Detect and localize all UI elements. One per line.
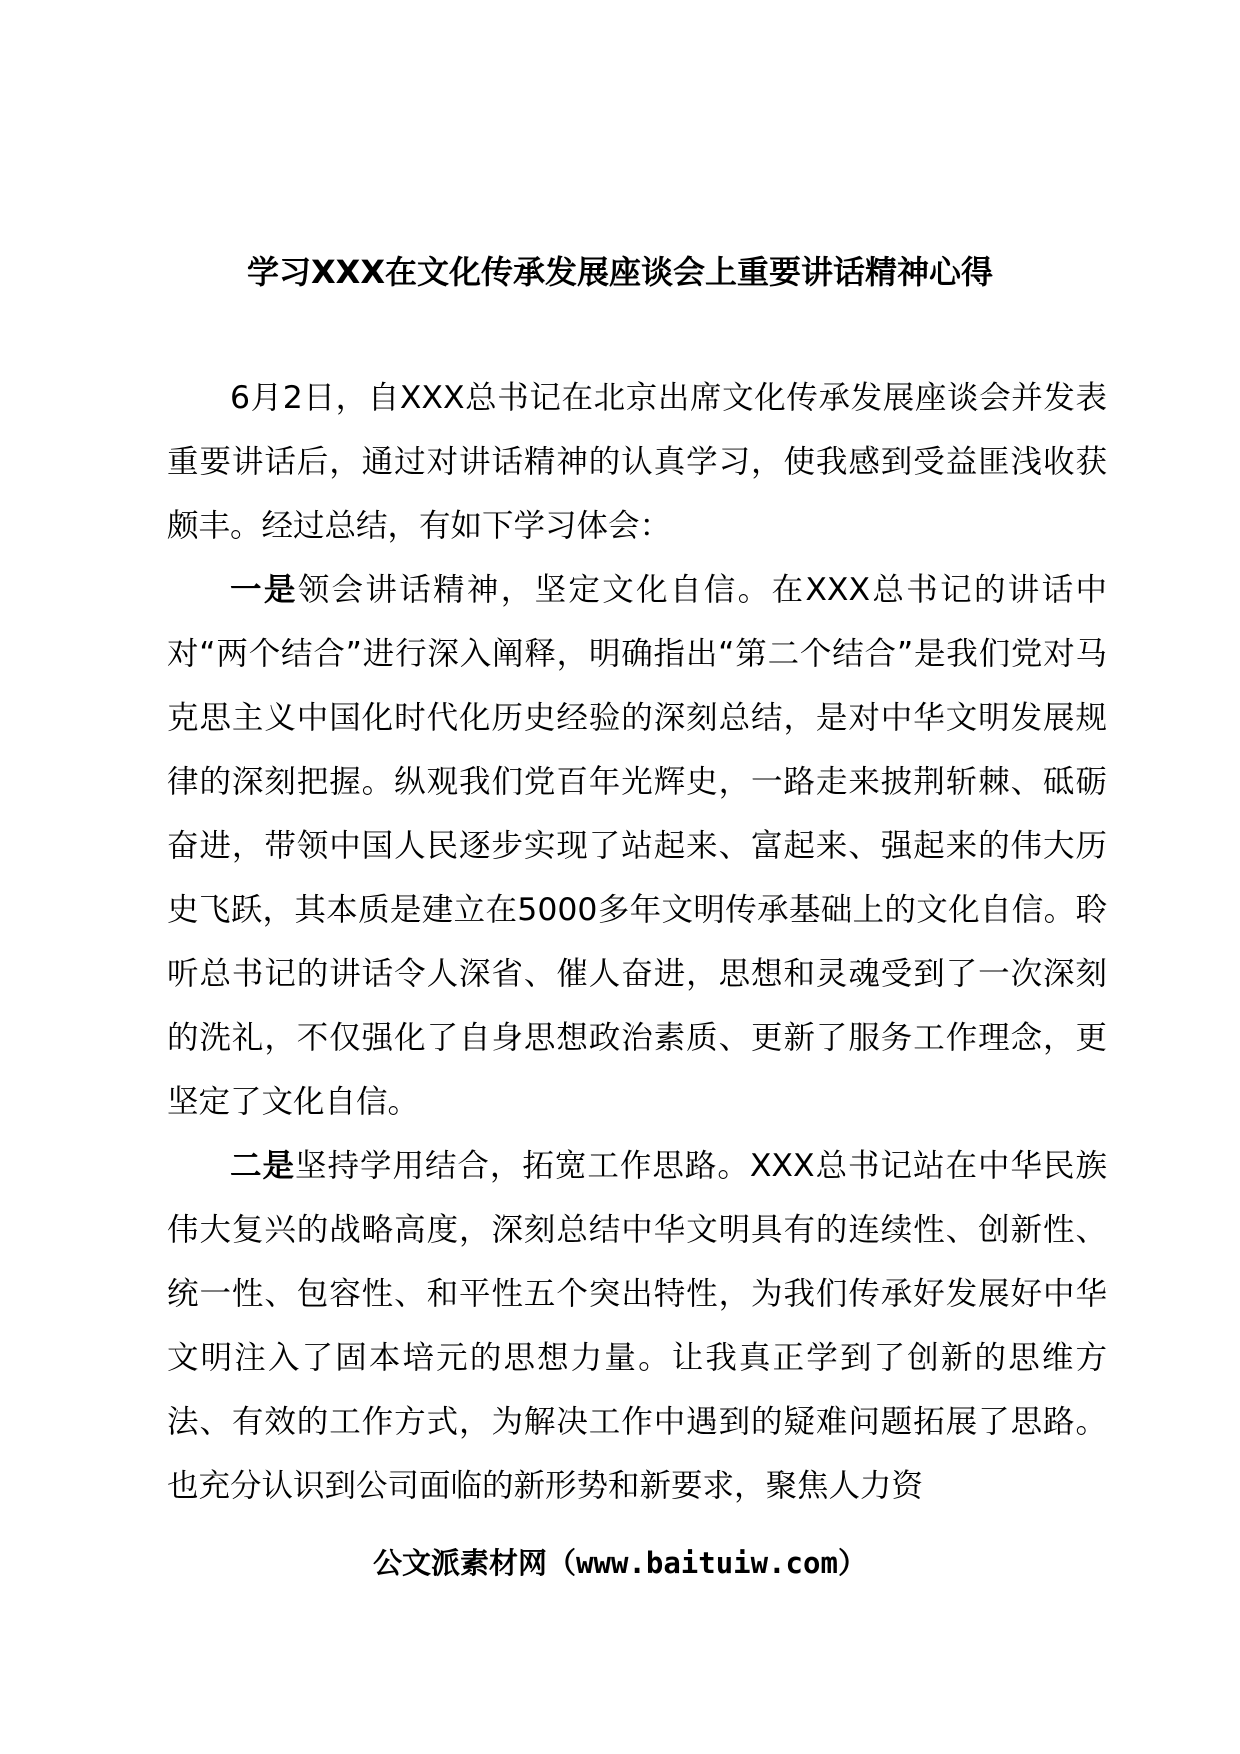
paragraph-text: 坚持学用结合，拓宽工作思路。XXX总书记站在中华民族伟大复兴的战略高度，深刻总结中华文明具有的连续性、创新性、统一性、包容性、和平性五个突出特性，为我们传承好发展好中华文明注入了固本培元的思想力量。让我真正学到了创新的思维方法、有效的工作方式，为解决工作中遇到的疑难问题拓展了思路。也充分认识到公司面临的新形势和新要求，聚焦人力资 — [167, 1148, 1107, 1504]
paragraph-text: 6月2日，自XXX总书记在北京出席文化传承发展座谈会并发表重要讲话后，通过对讲话精神的认真学习，使我感到受益匪浅收获颇丰。经过总结，有如下学习体会： — [167, 380, 1107, 544]
document-body — [167, 366, 1107, 1518]
paragraph-point-two — [167, 1134, 1107, 1518]
paragraph-lead: 二是 — [230, 1148, 295, 1184]
paragraph-text: 领会讲话精神，坚定文化自信。在XXX总书记的讲话中对“两个结合”进行深入阐释，明确指出“第二个结合”是我们党对马克思主义中国化时代化历史经验的深刻总结，是对中华文明发展规律的深刻把握。纵观我们党百年光辉史，一路走来披荆斩棘、砥砺奋进，带领中国人民逐步实现了站起来、富起来、强起来的伟大历史飞跃，其本质是建立在5000多年文明传承基础上的文化自信。聆听总书记的讲话令人深省、催人奋进，思想和灵魂受到了一次深刻的洗礼，不仅强化了自身思想政治素质、更新了服务工作理念，更坚定了文化自信。 — [167, 572, 1107, 1120]
footer-watermark — [0, 1541, 1240, 1585]
paragraph-intro — [167, 366, 1107, 558]
paragraph-lead: 一是 — [230, 572, 298, 608]
footer-url: （www.baituiw.com） — [547, 1546, 867, 1580]
paragraph-point-one — [167, 558, 1107, 1134]
footer-site-name: 公文派素材网 — [373, 1546, 548, 1580]
document-title: 学习XXX在文化传承发展座谈会上重要讲话精神心得 — [246, 253, 994, 291]
